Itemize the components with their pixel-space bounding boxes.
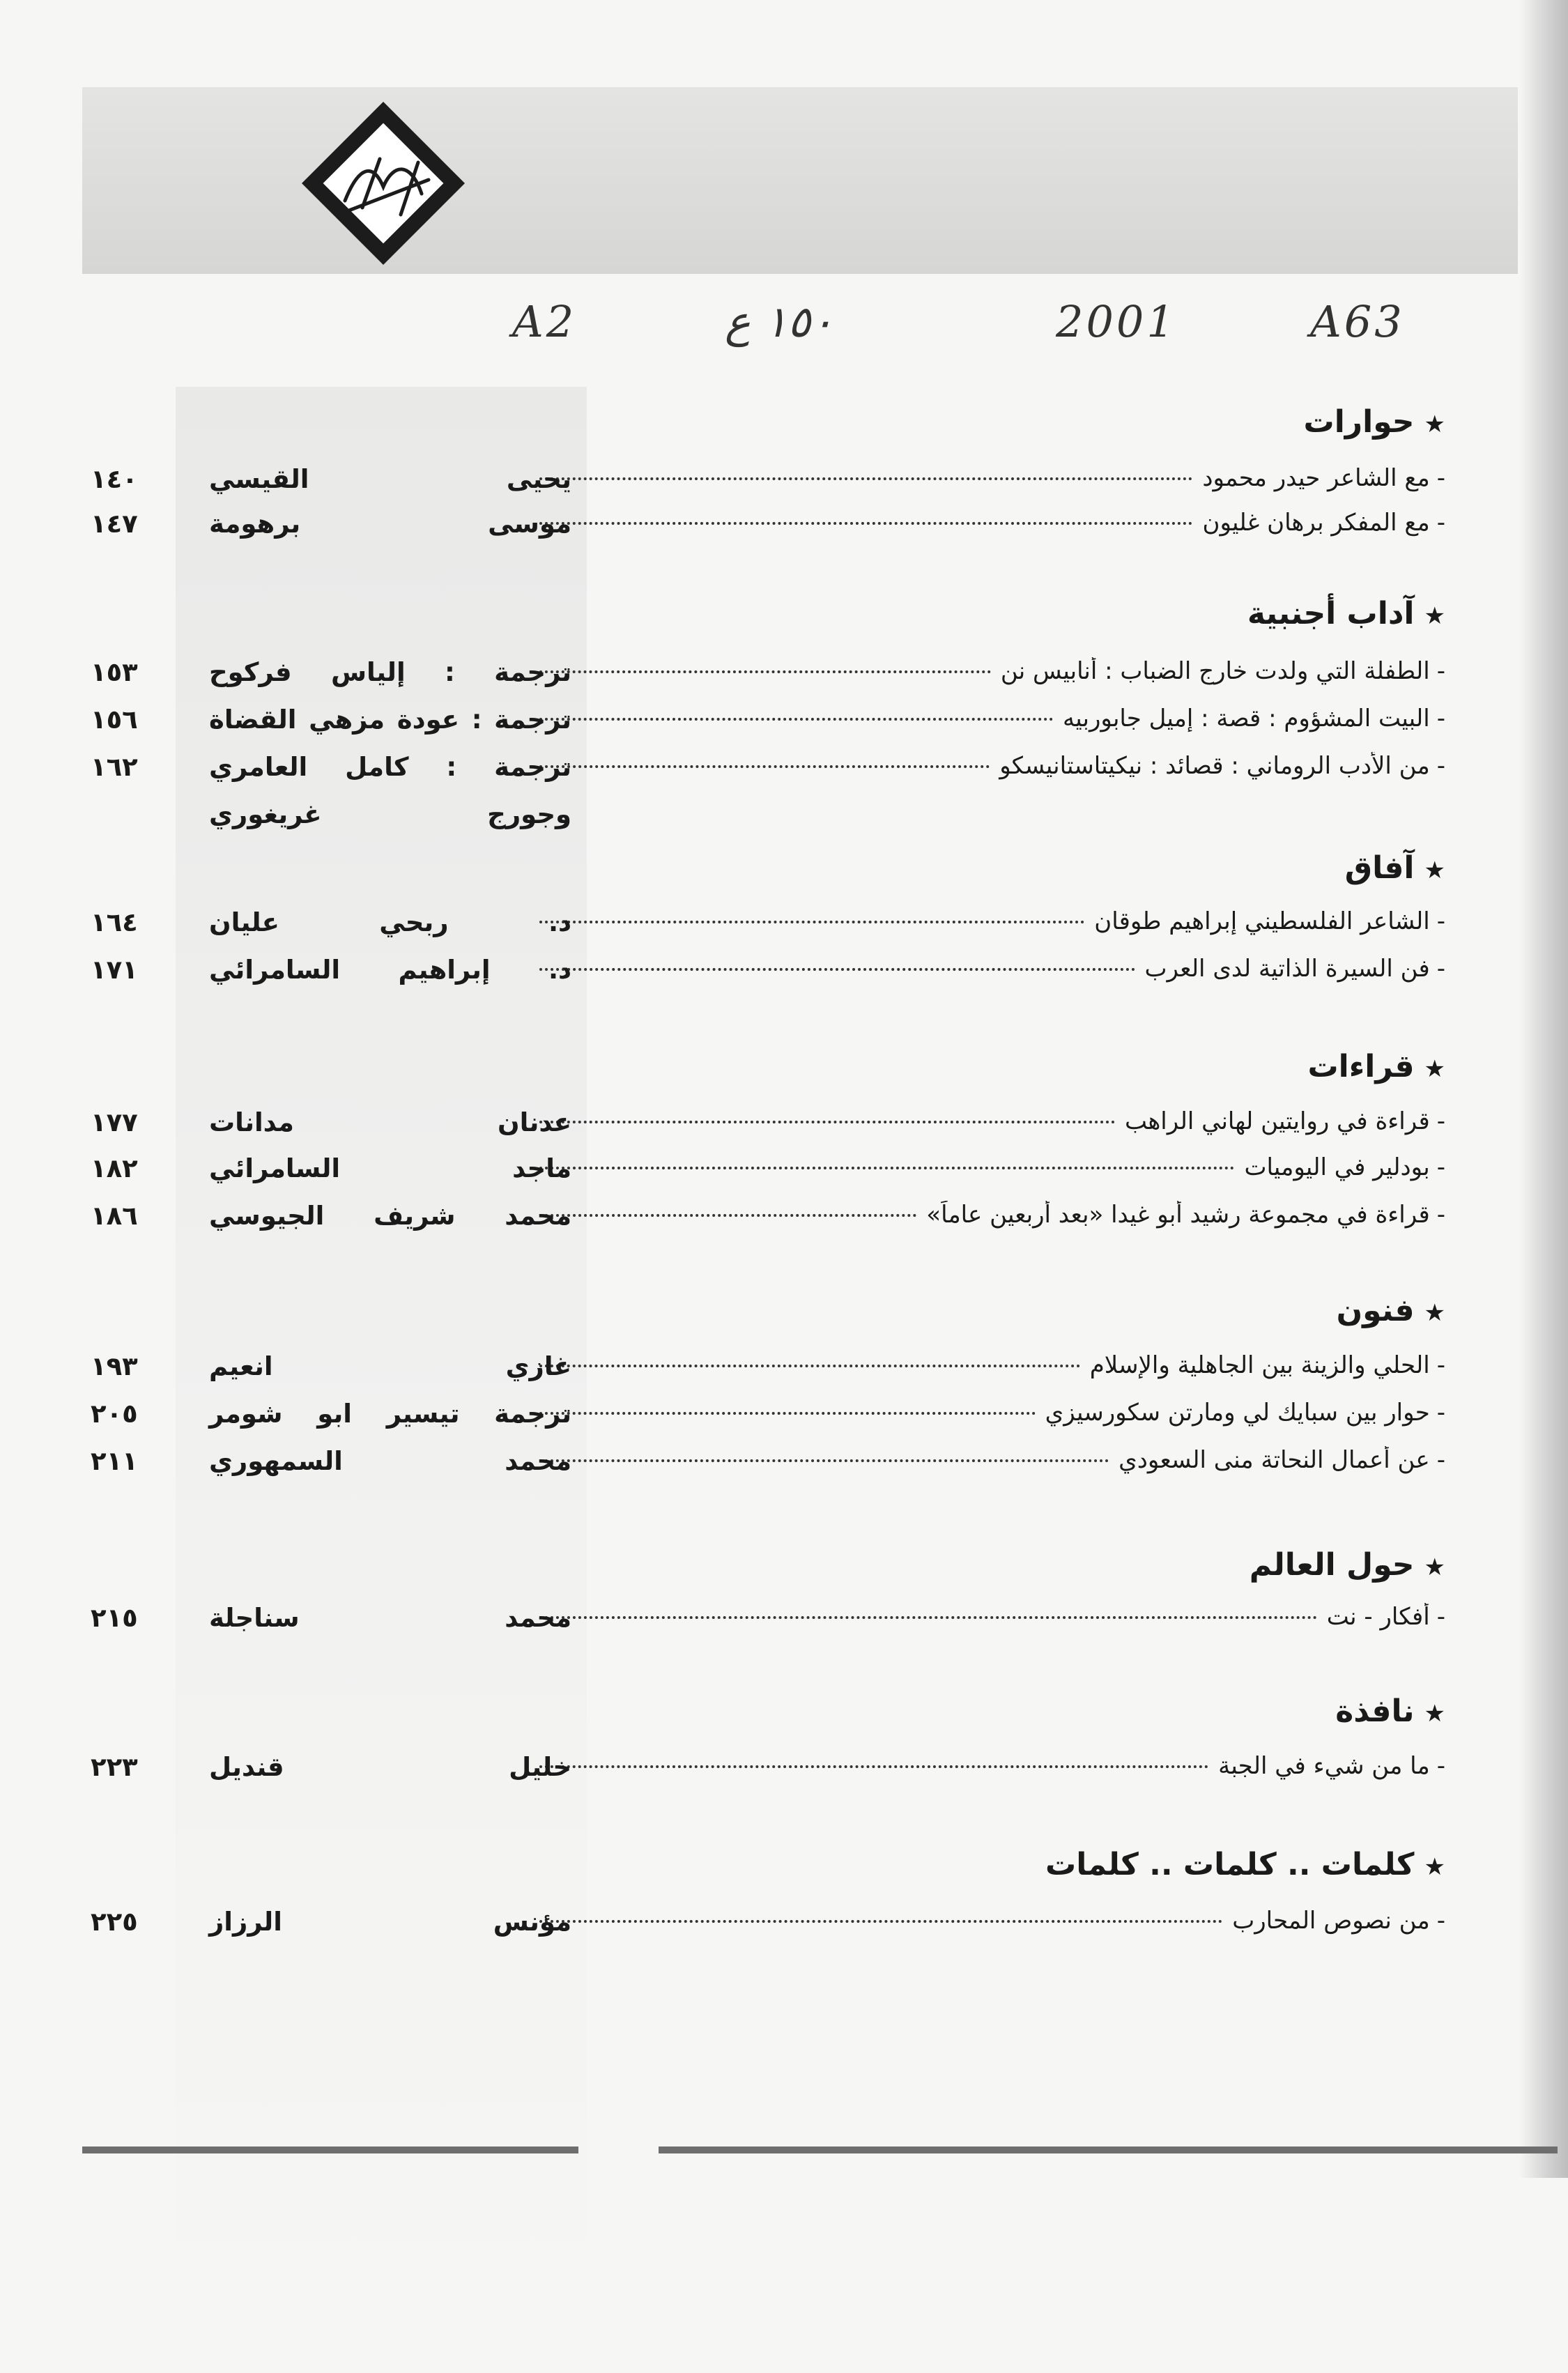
dot-leader	[539, 1167, 1234, 1169]
dot-leader	[539, 718, 1053, 721]
section-title: ★حول العالم	[1249, 1547, 1445, 1583]
toc-entry[interactable]: - فن السيرة الذاتية لدى العرب د. إبراهيم السامرائي ١٧١	[91, 955, 1445, 985]
entry-page: ١٤٠	[91, 464, 138, 494]
entry-title: البيت المشؤوم : قصة : إميل جابوربيه	[1063, 705, 1430, 732]
bottom-rule-right	[659, 2147, 1558, 2153]
entry-title: حوار بين سبايك لي ومارتن سكورسيزي	[1045, 1399, 1430, 1427]
section-title: ★آداب أجنبية	[1247, 596, 1445, 631]
entry-page: ١٧٧	[91, 1107, 138, 1137]
toc-entry[interactable]: - حوار بين سبايك لي ومارتن سكورسيزي ترجمة تيسير ابو شومر ٢٠٥	[91, 1399, 1445, 1429]
dot-leader	[539, 968, 1135, 971]
dot-leader	[539, 670, 991, 673]
magazine-logo	[296, 96, 470, 270]
toc-entry[interactable]: - قراءة في مجموعة رشيد أبو غيدا «بعد أربعين عاماً» محمد شريف الجيوسي ١٨٦	[91, 1201, 1445, 1231]
handwritten-note-3: 2001	[1056, 296, 1177, 347]
entry-title: من الأدب الروماني : قصائد : نيكيتاستانيسكو	[999, 752, 1430, 780]
dot-leader	[539, 1121, 1115, 1123]
toc-entry[interactable]: - عن أعمال النحاتة منى السعودي محمد السمهوري ٢١١	[91, 1446, 1445, 1476]
entry-page: ٢٢٥	[91, 1907, 138, 1937]
dot-leader	[539, 765, 990, 768]
section-title: ★حوارات	[1303, 404, 1445, 440]
entry-title: مع الشاعر حيدر محمود	[1202, 464, 1430, 492]
section-title: ★كلمات .. كلمات .. كلمات	[1045, 1847, 1445, 1882]
star-icon: ★	[1424, 1853, 1445, 1881]
entry-title: الشاعر الفلسطيني إبراهيم طوقان	[1094, 907, 1430, 935]
entry-author: ترجمة : كامل العامري	[209, 752, 571, 782]
entry-author: موسى برهومة	[209, 509, 571, 539]
handwritten-note-1: A2	[512, 296, 577, 347]
entry-author: د. ربحي عليان	[209, 907, 571, 937]
entry-title: عن أعمال النحاتة منى السعودي	[1119, 1446, 1430, 1474]
section-title: ★آفاق	[1344, 850, 1445, 886]
dot-leader	[539, 1616, 1317, 1619]
toc-entry[interactable]: - من نصوص المحارب مؤنس الرزاز ٢٢٥	[91, 1907, 1445, 1937]
entry-author: يحيى القيسي	[209, 464, 571, 494]
entry-page: ١٨٢	[91, 1153, 138, 1183]
toc-entry[interactable]: - قراءة في روايتين لهاني الراهب عدنان مدانات ١٧٧	[91, 1107, 1445, 1137]
entry-author: محمد شريف الجيوسي	[209, 1201, 571, 1231]
toc-entry[interactable]: - من الأدب الروماني : قصائد : نيكيتاستانيسكو ترجمة : كامل العامري ١٦٢	[91, 752, 1445, 782]
entry-author: غازي انعيم	[209, 1351, 571, 1381]
entry-page: ٢١١	[91, 1446, 138, 1476]
section-title: ★فنون	[1336, 1293, 1445, 1328]
entry-author: محمد السمهوري	[209, 1446, 571, 1476]
dot-leader	[539, 921, 1084, 923]
entry-author: خليل قنديل	[209, 1752, 571, 1782]
entry-page: ٢٠٥	[91, 1399, 138, 1429]
entry-title: ما من شيء في الجبة	[1218, 1752, 1430, 1780]
entry-author-second: وجورج غريغوري	[209, 799, 571, 829]
entry-title: الطفلة التي ولدت خارج الضباب : أنابيس نن	[1000, 657, 1430, 685]
toc-entry[interactable]: - الطفلة التي ولدت خارج الضباب : أنابيس نن ترجمة : إلياس فركوح ١٥٣	[91, 657, 1445, 687]
dot-leader	[539, 1365, 1080, 1367]
handwritten-note-2: ١٥٠ ع	[725, 296, 834, 347]
star-icon: ★	[1424, 1700, 1445, 1728]
star-icon: ★	[1424, 1553, 1445, 1581]
entry-author: د. إبراهيم السامرائي	[209, 955, 571, 985]
entry-page: ١٧١	[91, 955, 138, 985]
entry-title: بودلير في اليوميات	[1244, 1153, 1430, 1181]
toc-entry[interactable]: - ما من شيء في الجبة خليل قنديل ٢٢٣	[91, 1752, 1445, 1782]
toc-entry[interactable]: - الحلي والزينة بين الجاهلية والإسلام غازي انعيم ١٩٣	[91, 1351, 1445, 1381]
star-icon: ★	[1424, 602, 1445, 630]
toc-entry[interactable]: - بودلير في اليوميات ماجد السامرائي ١٨٢	[91, 1153, 1445, 1183]
logo-text: أفكار	[382, 258, 385, 259]
star-icon: ★	[1424, 410, 1445, 438]
star-icon: ★	[1424, 1055, 1445, 1083]
entry-title: الحلي والزينة بين الجاهلية والإسلام	[1089, 1351, 1430, 1379]
toc-entry[interactable]: - مع المفكر برهان غليون موسى برهومة ١٤٧	[91, 509, 1445, 539]
entry-author: ترجمة : إلياس فركوح	[209, 657, 571, 687]
entry-author: عدنان مدانات	[209, 1107, 571, 1137]
entry-title: قراءة في مجموعة رشيد أبو غيدا «بعد أربعين عاماً»	[926, 1201, 1430, 1229]
entry-author: محمد سناجلة	[209, 1603, 571, 1633]
dot-leader	[539, 1765, 1208, 1768]
entry-title: من نصوص المحارب	[1232, 1907, 1430, 1935]
section-title: ★نافذة	[1335, 1694, 1445, 1729]
page-edge-shadow	[1519, 0, 1568, 2178]
entry-page: ١٨٦	[91, 1201, 138, 1231]
entry-title: فن السيرة الذاتية لدى العرب	[1144, 955, 1430, 983]
entry-page: ٢١٥	[91, 1603, 138, 1633]
entry-page: ١٥٣	[91, 657, 138, 687]
entry-author: ماجد السامرائي	[209, 1153, 571, 1183]
entry-page: ١٤٧	[91, 509, 138, 539]
section-title: ★قراءات	[1307, 1049, 1445, 1084]
dot-leader	[539, 477, 1192, 480]
entry-page: ٢٢٣	[91, 1752, 138, 1782]
entry-page: ١٦٢	[91, 752, 138, 782]
handwritten-note-4: A63	[1310, 296, 1405, 347]
toc-entry[interactable]: - البيت المشؤوم : قصة : إميل جابوربيه ترجمة : عودة مزهي القضاة ١٥٦	[91, 705, 1445, 735]
entry-page: ١٥٦	[91, 705, 138, 735]
entry-title: مع المفكر برهان غليون	[1202, 509, 1430, 537]
entry-title: قراءة في روايتين لهاني الراهب	[1124, 1107, 1430, 1135]
entry-page: ١٩٣	[91, 1351, 138, 1381]
toc-entry[interactable]: - الشاعر الفلسطيني إبراهيم طوقان د. ربحي عليان ١٦٤	[91, 907, 1445, 937]
toc-entry[interactable]: - مع الشاعر حيدر محمود يحيى القيسي ١٤٠	[91, 464, 1445, 494]
dot-leader	[539, 1412, 1036, 1415]
dot-leader	[539, 1214, 916, 1217]
toc-entry-continued	[0, 799, 1568, 844]
entry-author: مؤنس الرزاز	[209, 1907, 571, 1937]
star-icon: ★	[1424, 1299, 1445, 1327]
entry-page: ١٦٤	[91, 907, 138, 937]
entry-author: ترجمة : عودة مزهي القضاة	[209, 705, 571, 735]
entry-author: ترجمة تيسير ابو شومر	[209, 1399, 571, 1429]
dot-leader	[539, 1459, 1109, 1462]
toc-entry[interactable]: - أفكار - نت محمد سناجلة ٢١٥	[91, 1603, 1445, 1633]
bottom-rule-left	[82, 2147, 578, 2153]
star-icon: ★	[1424, 857, 1445, 884]
dot-leader	[539, 522, 1192, 525]
entry-title: أفكار - نت	[1326, 1603, 1430, 1631]
dot-leader	[539, 1920, 1222, 1923]
